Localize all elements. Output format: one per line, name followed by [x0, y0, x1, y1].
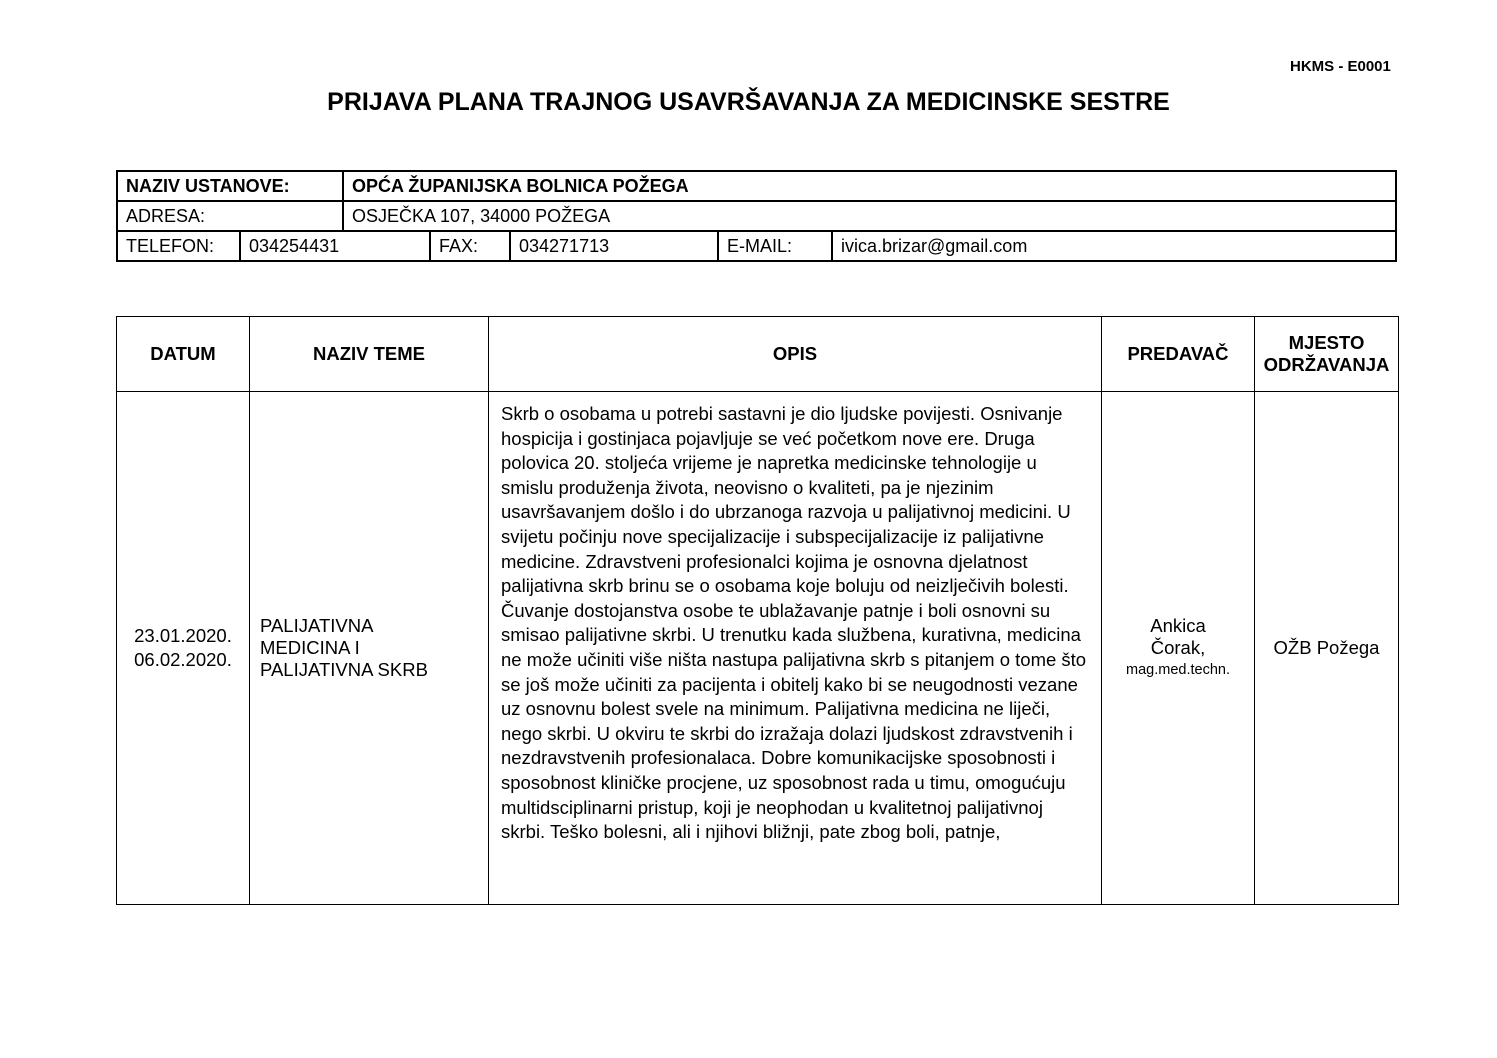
email-value: ivica.brizar@gmail.com — [841, 235, 1028, 256]
phone-value: 034254431 — [240, 232, 430, 260]
header-naziv-teme: NAZIV TEME — [250, 317, 489, 392]
lecturer-name-2: Čorak, — [1150, 637, 1206, 658]
header-mjesto-line1: MJESTO — [1288, 332, 1365, 353]
row-lecturer — [1102, 392, 1255, 905]
contact-subtable — [118, 232, 1395, 260]
page-title: PRIJAVA PLANA TRAJNOG USAVRŠAVANJA ZA MEDICINSKE SESTRE — [327, 88, 1170, 116]
row-datum — [117, 392, 250, 905]
institution-name-label: NAZIV USTANOVE: — [117, 171, 343, 201]
header-predavac: PREDAVAČ — [1102, 317, 1255, 392]
institution-address-value: OSJEČKA 107, 34000 POŽEGA — [343, 201, 1396, 231]
table-row — [117, 392, 1399, 905]
email-label: E-MAIL: — [718, 232, 832, 260]
header-opis: OPIS — [489, 317, 1102, 392]
topic-line-1: PALIJATIVNA — [260, 615, 374, 636]
row-topic — [250, 392, 489, 905]
fax-value: 034271713 — [510, 232, 718, 260]
description-text: Skrb o osobama u potrebi sastavni je dio ljudske povijesti. Osnivanje hospicija i gostinjaca pojavljuje se već početkom nove ere. Druga polovica 20. stoljeća vrijeme je napretka medicinske tehnologije u smislu produženja života, neovisno o kvaliteti, pa je njezinim usavršavanjem došlo i do ubrzanoga razvoja u palijativnoj medicini. U svijetu počinju nove specijalizacije i subspecijalizacije iz palijativne medicine. Zdravstveni profesionalci kojima je osnovna djelatnost palijativna skrb brinu se o osobama koje boluju od neizlječivih bolesti. Čuvanje dostojanstva osobe te ublažavanje patnje i boli osnovni su smisao palijativne skrbi. U trenutku kada službena, kurativna, medicina ne može učiniti više ništa nastupa palijativna skrb s pitanjem o tome što se još može učiniti za pacijenta i obitelj kako bi se neugodnosti vezane uz osnovnu bolest svele na minimum. Palijativna medicina ne liječi, nego skrbi. U okviru te skrbi do izražaja dolazi ljudskost zdravstvenih i nezdravstvenih profesionalaca. Dobre komunikacijske sposobnosti i sposobnost kliničke procjene, uz sposobnost rada u timu, omogućuju multidsciplinarni pristup, koji je neophodan u kvalitetnoj palijativnoj skrbi. Teško bolesni, ali i njihovi bližnji, pate zbog boli, patnje, — [501, 403, 1087, 843]
header-mjesto-line2: ODRŽAVANJA — [1263, 354, 1390, 375]
institution-info-table — [116, 170, 1397, 262]
row-description — [489, 392, 1102, 905]
institution-name-row — [117, 171, 1396, 201]
institution-contact-row — [117, 231, 1396, 261]
lecturer-title: mag.med.techn. — [1126, 662, 1230, 678]
row-location: OŽB Požega — [1255, 392, 1399, 905]
institution-name-value: OPĆA ŽUPANIJSKA BOLNICA POŽEGA — [343, 171, 1396, 201]
topic-line-3: PALIJATIVNA SKRB — [260, 659, 428, 680]
education-plan-table — [116, 316, 1399, 905]
phone-label: TELEFON: — [118, 232, 240, 260]
topic-line-2: MEDICINA I — [260, 637, 360, 658]
lecturer-name-1: Ankica — [1150, 615, 1206, 636]
plan-header-row — [117, 317, 1399, 392]
institution-address-row — [117, 201, 1396, 231]
fax-label: FAX: — [430, 232, 510, 260]
header-datum: DATUM — [117, 317, 250, 392]
header-mjesto — [1255, 317, 1399, 392]
date-1: 23.01.2020. — [134, 625, 232, 646]
date-2: 06.02.2020. — [134, 649, 232, 670]
document-code: HKMS - E0001 — [1290, 58, 1391, 75]
institution-address-label: ADRESA: — [117, 201, 343, 231]
